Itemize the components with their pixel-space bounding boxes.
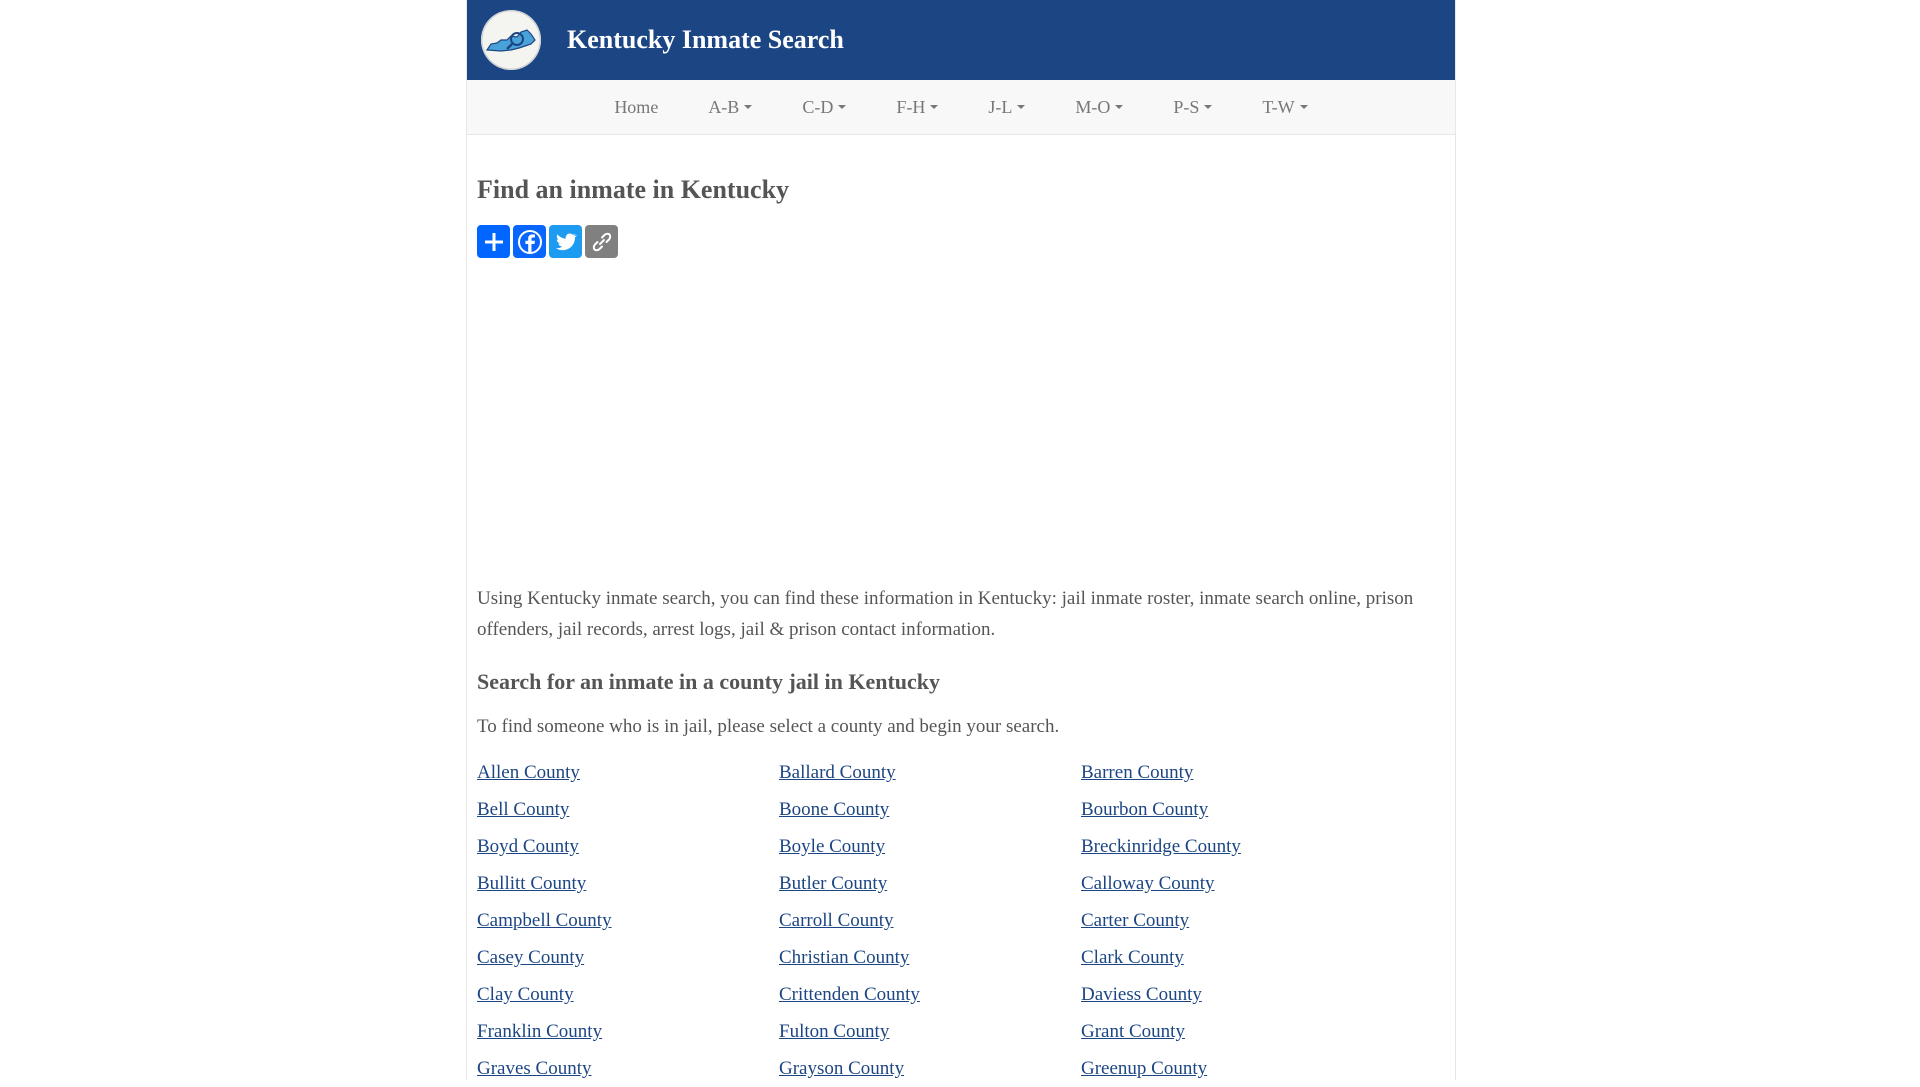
county-link[interactable]: Greenup County (1081, 1058, 1208, 1079)
facebook-icon (517, 229, 543, 255)
county-link[interactable]: Casey County (477, 947, 585, 968)
nav-label: M-O (1075, 96, 1111, 117)
county-link[interactable]: Allen County (477, 762, 580, 783)
twitter-icon (554, 230, 578, 254)
page-container (466, 0, 1456, 1080)
county-section-heading: Search for an inmate in a county jail in Kentucky (477, 669, 941, 694)
county-instructions: To find someone who is in jail, please select a county and begin your search. (477, 716, 1060, 737)
kentucky-map-icon (481, 10, 541, 70)
county-link[interactable]: Barren County (1081, 762, 1194, 783)
share-plus-icon (483, 231, 505, 253)
county-link[interactable]: Boyle County (779, 836, 886, 857)
county-link[interactable]: Boone County (779, 799, 890, 820)
intro-text: Using Kentucky inmate search, you can find these information in Kentucky: jail inmate roster, inmate search online, prison offenders, jail records, arrest logs, jail & prison contact information. (477, 588, 1414, 640)
nav-label: P-S (1173, 96, 1200, 117)
main-navbar (467, 80, 1455, 135)
county-link[interactable]: Butler County (779, 873, 888, 894)
county-link[interactable]: Franklin County (477, 1021, 603, 1042)
nav-c-d-dropdown[interactable] (777, 97, 871, 118)
site-logo[interactable] (481, 10, 541, 70)
nav-home[interactable] (589, 97, 683, 118)
site-title[interactable]: Kentucky Inmate Search (567, 25, 844, 54)
ad-placeholder (477, 258, 1445, 583)
county-link[interactable]: Crittenden County (779, 984, 920, 1005)
nav-label: T-W (1262, 96, 1295, 117)
nav-j-l-dropdown[interactable] (963, 97, 1050, 118)
county-link[interactable]: Clay County (477, 984, 574, 1005)
county-link[interactable]: Christian County (779, 947, 910, 968)
county-link[interactable]: Bell County (477, 799, 570, 820)
page-title: Find an inmate in Kentucky (477, 175, 790, 204)
county-link[interactable]: Breckinridge County (1081, 836, 1241, 857)
caret-down-icon (1017, 105, 1025, 109)
county-link[interactable]: Calloway County (1081, 873, 1215, 894)
county-link[interactable]: Fulton County (779, 1021, 890, 1042)
nav-label: F-H (896, 96, 926, 117)
facebook-share-button[interactable] (513, 225, 546, 258)
county-link[interactable]: Grant County (1081, 1021, 1185, 1042)
county-link[interactable]: Daviess County (1081, 984, 1202, 1005)
nav-label: Home (614, 96, 659, 117)
copy-link-button[interactable] (585, 225, 618, 258)
county-link[interactable]: Bourbon County (1081, 799, 1209, 820)
nav-label: C-D (802, 96, 834, 117)
county-link[interactable]: Grayson County (779, 1058, 905, 1079)
share-toolbar (477, 225, 1445, 258)
county-link[interactable]: Graves County (477, 1058, 592, 1079)
nav-label: J-L (988, 96, 1013, 117)
caret-down-icon (1115, 105, 1123, 109)
main-content (467, 175, 1455, 1087)
nav-label: A-B (708, 96, 740, 117)
nav-p-s-dropdown[interactable] (1148, 97, 1237, 118)
twitter-share-button[interactable] (549, 225, 582, 258)
caret-down-icon (744, 105, 752, 109)
county-link[interactable]: Bullitt County (477, 873, 587, 894)
site-header (467, 0, 1455, 80)
county-link[interactable]: Ballard County (779, 762, 896, 783)
caret-down-icon (1204, 105, 1212, 109)
caret-down-icon (1300, 105, 1308, 109)
county-link[interactable]: Carroll County (779, 910, 894, 931)
caret-down-icon (930, 105, 938, 109)
nav-a-b-dropdown[interactable] (683, 97, 777, 118)
county-link[interactable]: Boyd County (477, 836, 579, 857)
county-link[interactable]: Campbell County (477, 910, 612, 931)
copy-link-icon (591, 231, 613, 253)
caret-down-icon (838, 105, 846, 109)
share-button[interactable] (477, 225, 510, 258)
nav-m-o-dropdown[interactable] (1050, 97, 1148, 118)
county-list (477, 754, 1445, 1087)
county-link[interactable]: Clark County (1081, 947, 1184, 968)
nav-t-w-dropdown[interactable] (1237, 97, 1332, 118)
county-link[interactable]: Carter County (1081, 910, 1190, 931)
nav-f-h-dropdown[interactable] (871, 97, 963, 118)
